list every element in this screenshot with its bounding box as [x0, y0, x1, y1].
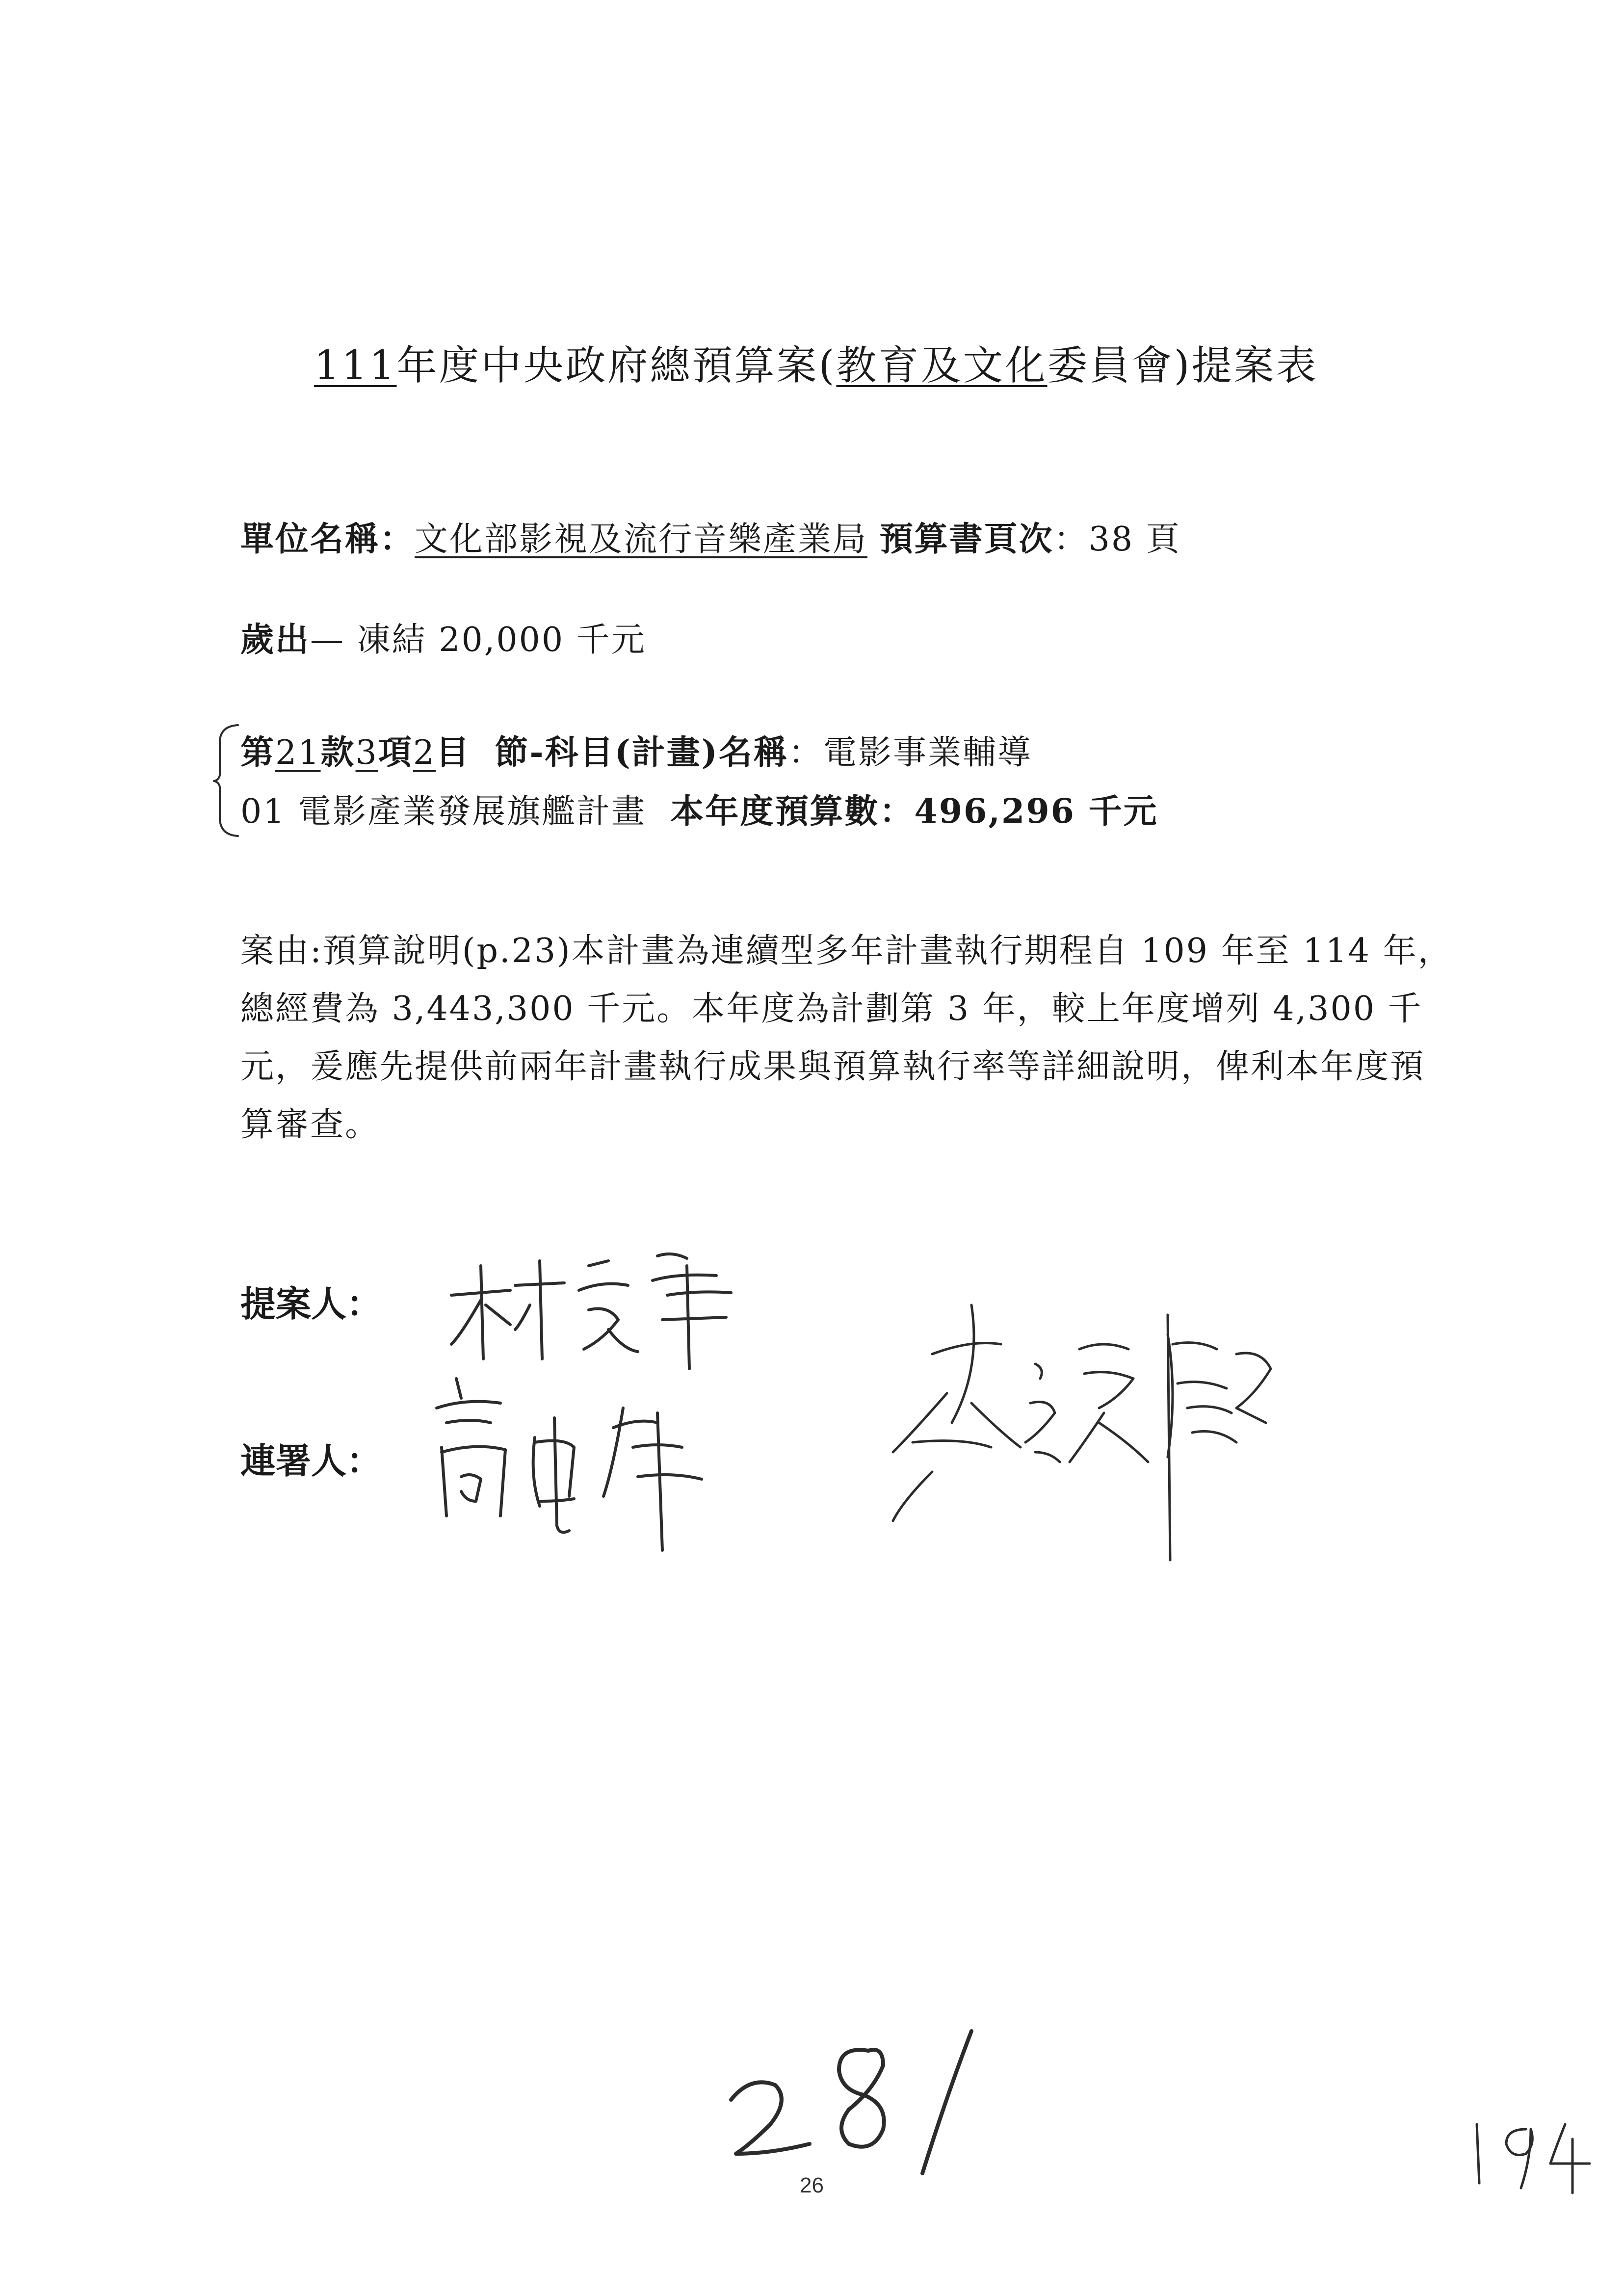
cosigner-label: 連署人： — [240, 1440, 382, 1482]
budget-page-label: 預算書頁次 — [879, 520, 1054, 559]
item-budget-label: 本年度預算數： — [670, 792, 915, 831]
item-k3: 項 — [378, 733, 413, 772]
item-k2: 款 — [320, 733, 356, 772]
unit-value: 文化部影視及流行音樂產業局 — [415, 520, 868, 559]
item-budget-value: 496,296 千元 — [914, 792, 1158, 831]
title-committee: 教育及文化 — [836, 342, 1048, 389]
handwritten-corner-number — [1467, 2110, 1595, 2198]
expense-label: 歲出 — [240, 620, 311, 659]
unit-line — [240, 513, 1181, 560]
budget-page-value: ：38 頁 — [1053, 520, 1181, 559]
reason-paragraph: 案由:預算說明(p.23)本計畫為連續型多年計畫執行期程自 109 年至 114 年，總經費為 3,443,300 千元。本年度為計劃第 3 年，較上年度增列 4,300 千元，爰應先提供前兩年計畫執行成果與預算執行率等詳細說明，俾利本年度預算審查。 — [240, 932, 1453, 1144]
item-name: ：電影事業輔導 — [788, 733, 1032, 772]
cosigner-signature-2 — [873, 1295, 1276, 1570]
proposer-signature — [442, 1236, 746, 1374]
expense-value: — 凍結 20,000 千元 — [310, 621, 646, 659]
cosigner-signature-1 — [427, 1369, 721, 1555]
title-post: 委員會)提案表 — [1047, 342, 1318, 389]
title-pre: 年度中央政府總預算案( — [396, 342, 837, 389]
item-kuan: 21 — [275, 733, 321, 772]
handwritten-number — [716, 2021, 991, 2183]
page-number: 26 — [800, 2173, 824, 2197]
item-jie-label: 節-科目(計畫)名稱 — [495, 733, 788, 772]
item-xiang: 3 — [355, 733, 378, 772]
item-k1: 第 — [240, 733, 276, 772]
item-line-1 — [240, 726, 1032, 774]
item-plan: 01 電影產業發展旗艦計畫 — [240, 792, 647, 831]
title-year: 111 — [314, 342, 397, 389]
unit-label: 單位名稱： — [240, 520, 415, 559]
item-mu: 2 — [413, 733, 436, 772]
document-title — [314, 334, 1318, 391]
bracket-mark — [211, 721, 240, 839]
expense-line — [240, 613, 646, 661]
item-line-2 — [240, 785, 1158, 833]
item-k4: 目 — [436, 733, 471, 772]
proposer-label: 提案人： — [240, 1283, 382, 1325]
